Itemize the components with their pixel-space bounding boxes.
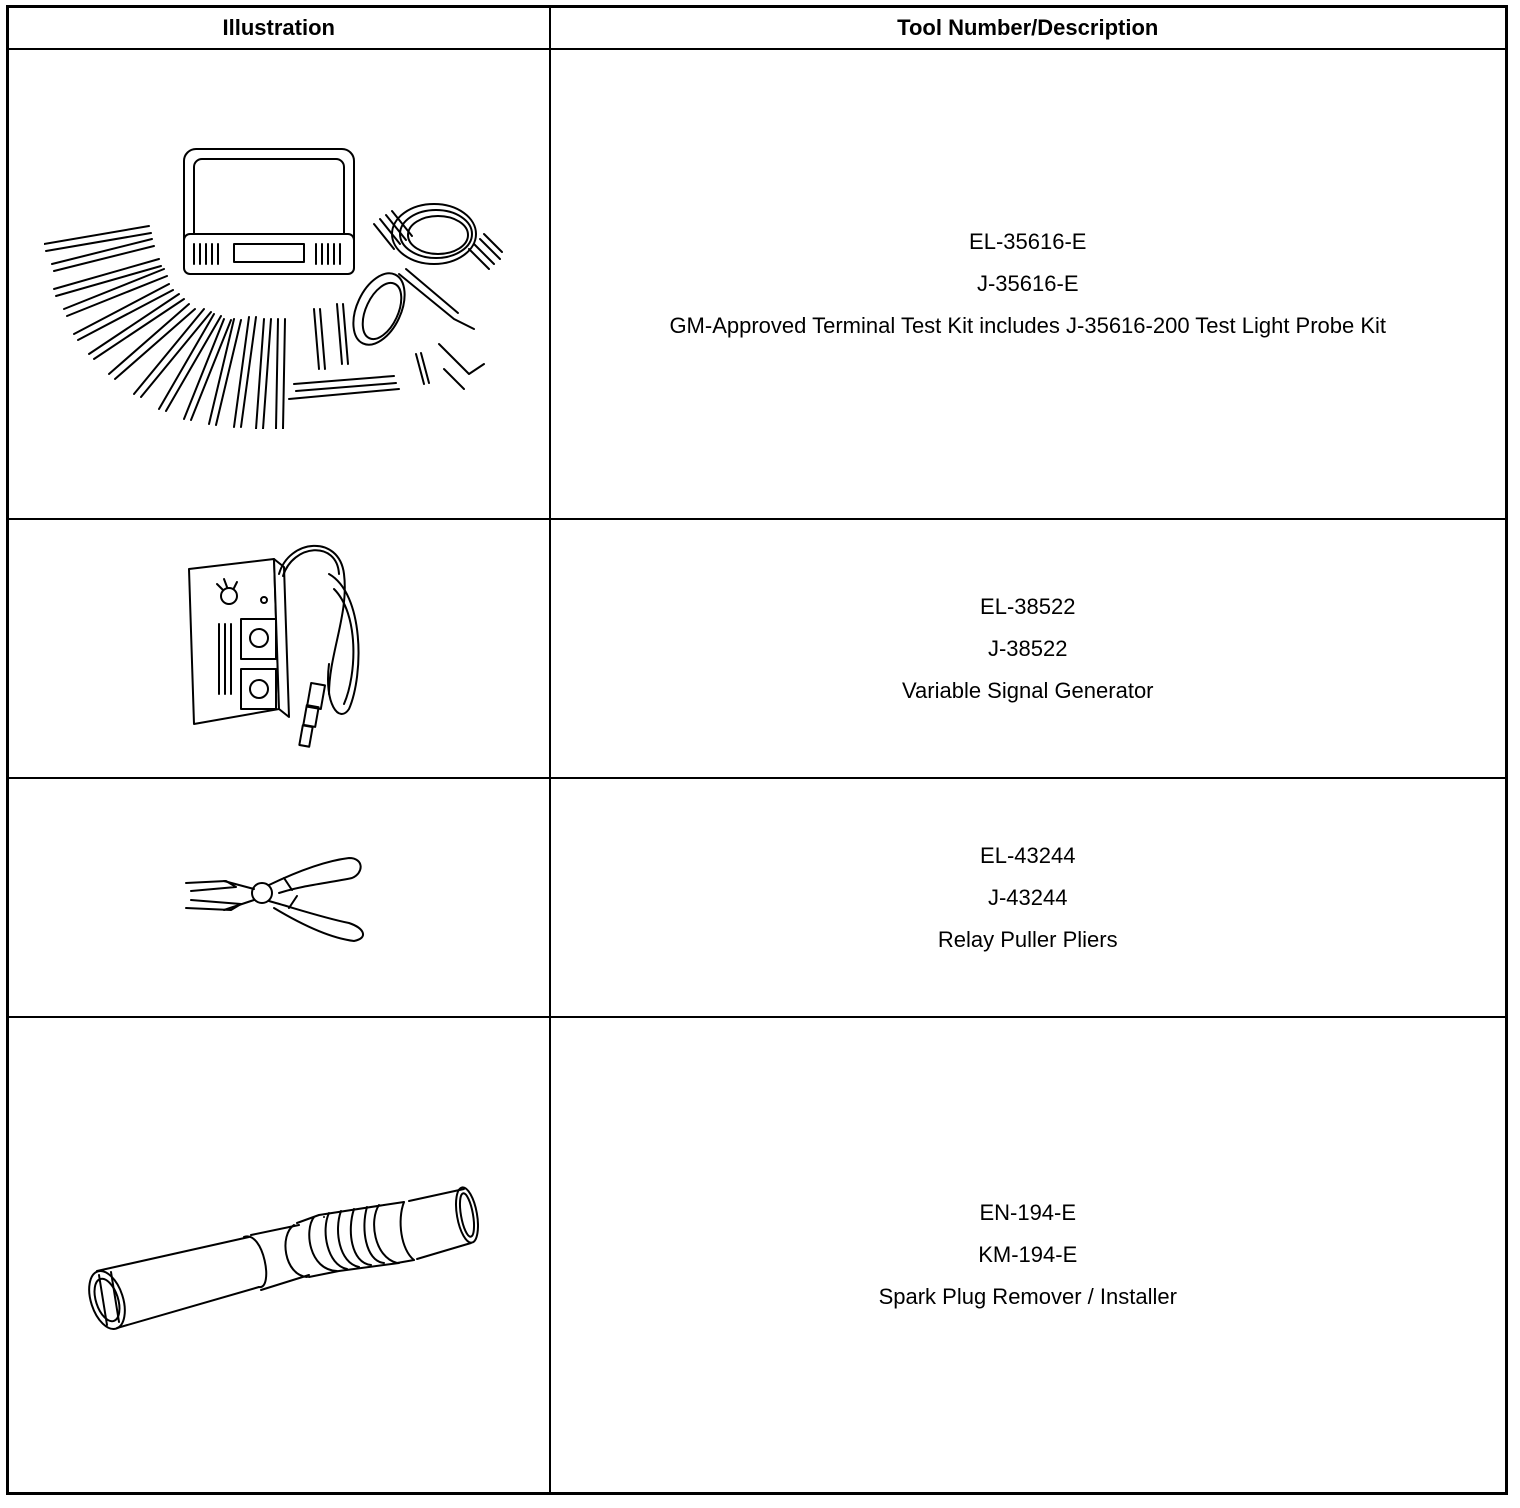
tool-number-j: J-43244 [987,884,1068,910]
tool-number-en: EN-194-E [979,1199,1077,1225]
table-row [8,778,1507,1017]
table-row [8,49,1507,519]
illustration-cell [8,778,550,1017]
tool-number-el: EL-43244 [980,842,1076,868]
description-cell [550,519,1507,778]
illustration-cell [8,1017,550,1493]
tool-number-km: KM-194-E [978,1241,1078,1267]
table-row [8,1017,1507,1493]
tool-description: Spark Plug Remover / Installer [878,1283,1177,1309]
tool-number-j: J-38522 [987,635,1068,661]
description-cell [550,49,1507,519]
relay-puller-pliers-illustration [184,853,374,943]
special-tools-table [6,5,1508,1495]
description-cell [550,778,1507,1017]
tool-description: Relay Puller Pliers [937,926,1118,952]
illustration-header: Illustration [8,7,550,50]
tool-number-el: EL-38522 [980,593,1076,619]
terminal-test-kit-illustration [44,139,514,429]
tool-description: Variable Signal Generator [901,677,1154,703]
description-header: Tool Number/Description [550,7,1507,50]
table-row [8,519,1507,778]
header-row [8,7,1507,50]
spark-plug-remover-illustration [79,1175,479,1335]
tool-description: GM-Approved Terminal Test Kit includes J-35616-200 Test Light Probe Kit [669,313,1387,338]
description-cell [550,1017,1507,1493]
illustration-cell [8,519,550,778]
tool-number-j: J-35616-E [976,271,1079,296]
tool-number-el: EL-35616-E [969,229,1087,254]
illustration-cell [8,49,550,519]
signal-generator-illustration [179,534,379,764]
